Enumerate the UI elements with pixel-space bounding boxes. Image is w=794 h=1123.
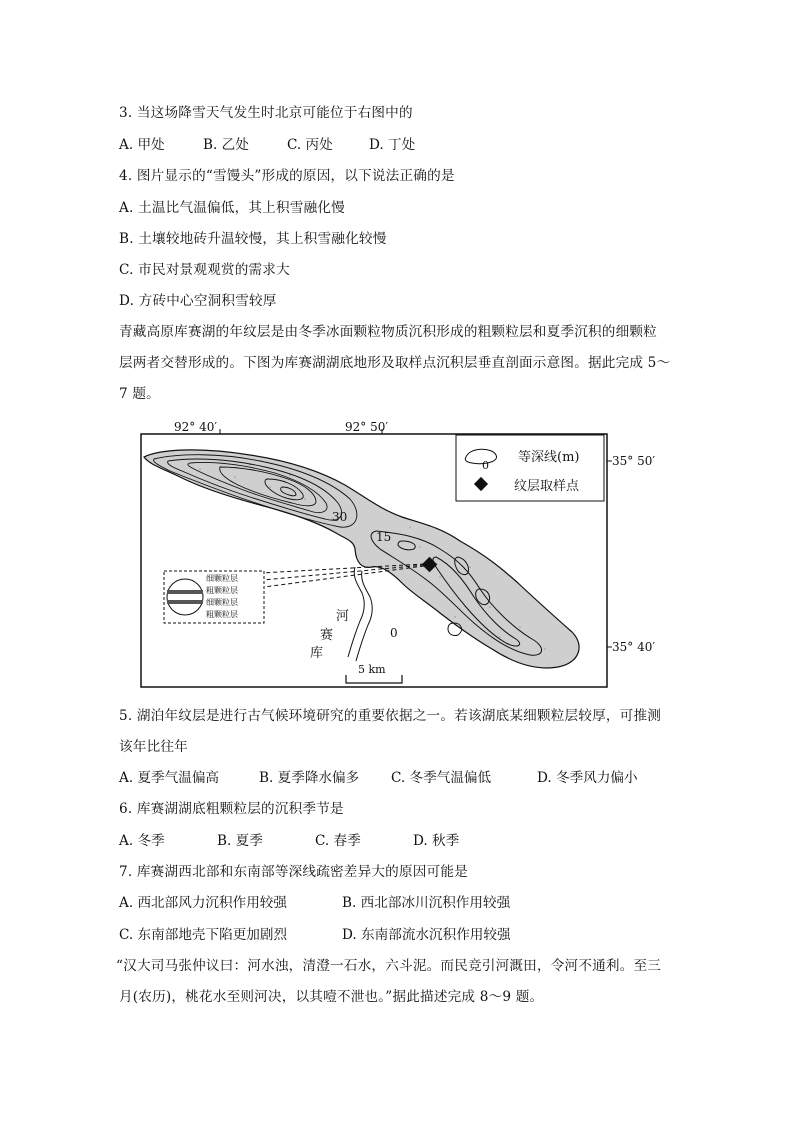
- q3-option-c[interactable]: C. 丙处: [287, 137, 333, 153]
- q5-stem-line2: 该年比往年: [119, 739, 188, 755]
- river-char-2: 赛: [320, 628, 334, 643]
- lat-label-bottom: 35° 40′: [612, 640, 656, 654]
- passage1-line2: 层两者交替形成的。下图为库赛湖湖底地形及取样点沉积层垂直剖面示意图。据此完成 5～: [119, 355, 671, 371]
- depth-label-30: 30: [332, 510, 348, 524]
- q3-option-b[interactable]: B. 乙处: [203, 137, 249, 153]
- q3-option-d[interactable]: D. 丁处: [369, 137, 416, 153]
- profile-layer-label-3: 细颗粒层: [206, 598, 238, 607]
- legend-contour-value: 0: [482, 459, 489, 472]
- q4-option-b[interactable]: B. 土壤较地砖升温较慢，其上积雪融化较慢: [119, 231, 387, 247]
- q3-option-a[interactable]: A. 甲处: [119, 137, 165, 153]
- scale-label: 5 km: [358, 663, 386, 676]
- profile-layer-label-4: 粗颗粒层: [206, 610, 238, 619]
- profile-coarse-band-1: [167, 590, 203, 594]
- lon-label-left: 92° 40′: [174, 420, 218, 434]
- q4-option-c[interactable]: C. 市民对景观观赏的需求大: [119, 262, 290, 278]
- river-char-3: 库: [310, 646, 324, 661]
- q4-option-a[interactable]: A. 土温比气温偏低，其上积雪融化慢: [119, 200, 345, 216]
- depth-label-15: 15: [376, 530, 392, 544]
- q3-stem: 3. 当这场降雪天气发生时北京可能位于右图中的: [119, 105, 413, 121]
- q6-option-c[interactable]: C. 春季: [315, 833, 361, 849]
- q7-stem: 7. 库赛湖西北部和东南部等深线疏密差异大的原因可能是: [119, 864, 468, 880]
- passage2-line2: 月(农历)，桃花水至则河决，以其噎不泄也。”据此描述完成 8～9 题。: [119, 989, 544, 1005]
- legend-sample-label: 纹层取样点: [514, 479, 580, 494]
- q5-option-d[interactable]: D. 冬季风力偏小: [537, 770, 638, 786]
- profile-layer-label-1: 细颗粒层: [206, 574, 238, 583]
- profile-circle: [167, 579, 203, 615]
- q7-option-c[interactable]: C. 东南部地壳下陷更加剧烈: [119, 927, 288, 943]
- q6-stem: 6. 库赛湖湖底粗颗粒层的沉积季节是: [119, 801, 344, 817]
- passage2-line1: “汉大司马张仲议曰：河水浊，清澄一石水，六斗泥。而民竞引河溉田，令河不通利。至三: [116, 958, 662, 974]
- q7-option-a[interactable]: A. 西北部风力沉积作用较强: [119, 895, 287, 911]
- passage1-line1: 青藏高原库赛湖的年纹层是由冬季冰面颗粒物质沉积形成的粗颗粒层和夏季沉积的细颗粒: [119, 324, 657, 340]
- legend-contour-label: 等深线(m): [518, 450, 580, 465]
- q6-option-a[interactable]: A. 冬季: [119, 833, 165, 849]
- q5-option-b[interactable]: B. 夏季降水偏多: [259, 770, 360, 786]
- lat-label-top: 35° 50′: [612, 454, 656, 468]
- q5-stem-line1: 5. 湖泊年纹层是进行古气候环境研究的重要依据之一。若该湖底某细颗粒层较厚，可推测: [119, 708, 662, 724]
- q7-option-b[interactable]: B. 西北部冰川沉积作用较强: [342, 895, 511, 911]
- river-char-1: 河: [336, 609, 350, 624]
- passage1-line3: 7 题。: [119, 386, 160, 402]
- q7-option-d[interactable]: D. 东南部流水沉积作用较强: [342, 927, 511, 943]
- profile-layer-label-2: 粗颗粒层: [206, 586, 238, 595]
- q5-option-c[interactable]: C. 冬季气温偏低: [391, 770, 492, 786]
- q4-stem: 4. 图片显示的“雪馒头”形成的原因，以下说法正确的是: [119, 168, 455, 184]
- q5-option-a[interactable]: A. 夏季气温偏高: [119, 770, 220, 786]
- profile-coarse-band-2: [167, 600, 203, 604]
- q6-option-b[interactable]: B. 夏季: [217, 833, 263, 849]
- lake-map-figure: [140, 417, 656, 692]
- q6-option-d[interactable]: D. 秋季: [413, 833, 460, 849]
- lon-label-right: 92° 50′: [345, 420, 389, 434]
- q4-option-d[interactable]: D. 方砖中心空洞积雪较厚: [119, 293, 277, 309]
- depth-label-0: 0: [390, 626, 398, 640]
